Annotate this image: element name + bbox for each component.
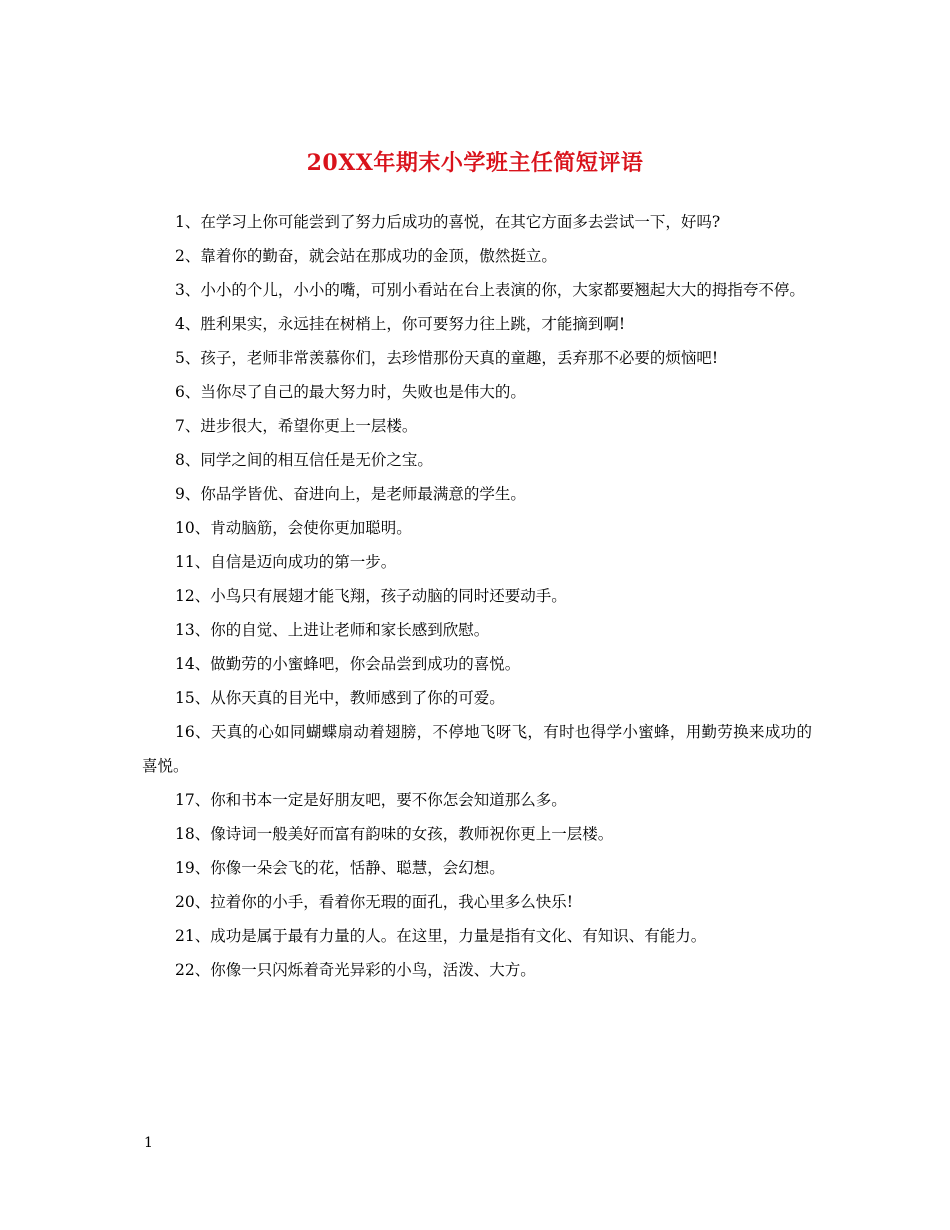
comment-paragraph-9: 9、你品学皆优、奋进向上，是老师最满意的学生。 [175,485,526,503]
comment-paragraph-12: 12、小鸟只有展翅才能飞翔，孩子动脑的同时还要动手。 [175,587,567,605]
comment-paragraph-15: 15、从你天真的目光中，教师感到了你的可爱。 [175,689,505,707]
comment-paragraph-3: 3、小小的个儿，小小的嘴，可别小看站在台上表演的你，大家都要翘起大大的拇指夸不停。 [175,281,805,299]
comment-paragraph-6: 6、当你尽了自己的最大努力时，失败也是伟大的。 [175,383,526,401]
comment-paragraph-11: 11、自信是迈向成功的第一步。 [175,553,397,571]
comment-paragraph-5: 5、孩子，老师非常羡慕你们，去珍惜那份天真的童趣，丢弃那不必要的烦恼吧! [175,349,719,367]
document-title: 20XX年期末小学班主任简短评语 [306,149,644,176]
comment-paragraph-17: 17、你和书本一定是好朋友吧，要不你怎会知道那么多。 [175,791,567,809]
comment-paragraph-1: 1、在学习上你可能尝到了努力后成功的喜悦，在其它方面多去尝试一下，好吗? [175,213,721,231]
comment-paragraph-19: 19、你像一朵会飞的花，恬静、聪慧，会幻想。 [175,859,505,877]
comment-paragraph-18: 18、像诗词一般美好而富有韵味的女孩，教师祝你更上一层楼。 [175,825,614,843]
comment-paragraph-7: 7、进步很大，希望你更上一层楼。 [175,417,418,435]
comment-paragraph-16: 16、天真的心如同蝴蝶扇动着翅膀，不停地飞呀飞，有时也得学小蜜蜂，用勤劳换来成功的喜悦。 [142,723,812,775]
document-body [142,205,812,987]
comment-paragraph-10: 10、肯动脑筋，会使你更加聪明。 [175,519,412,537]
comment-paragraph-13: 13、你的自觉、上进让老师和家长感到欣慰。 [175,621,490,639]
comment-paragraph-2: 2、靠着你的勤奋，就会站在那成功的金顶，傲然挺立。 [175,247,557,265]
page-number: 1 [144,1135,153,1151]
comment-paragraph-8: 8、同学之间的相互信任是无价之宝。 [175,451,433,469]
comment-paragraph-22: 22、你像一只闪烁着奇光异彩的小鸟，活泼、大方。 [175,961,536,979]
comment-paragraph-20: 20、拉着你的小手，看着你无瑕的面孔，我心里多么快乐! [175,893,573,911]
comment-paragraph-4: 4、胜利果实，永远挂在树梢上，你可要努力往上跳，才能摘到啊! [175,315,626,333]
comment-paragraph-14: 14、做勤劳的小蜜蜂吧，你会品尝到成功的喜悦。 [175,655,521,673]
comment-paragraph-21: 21、成功是属于最有力量的人。在这里，力量是指有文化、有知识、有能力。 [175,927,707,945]
